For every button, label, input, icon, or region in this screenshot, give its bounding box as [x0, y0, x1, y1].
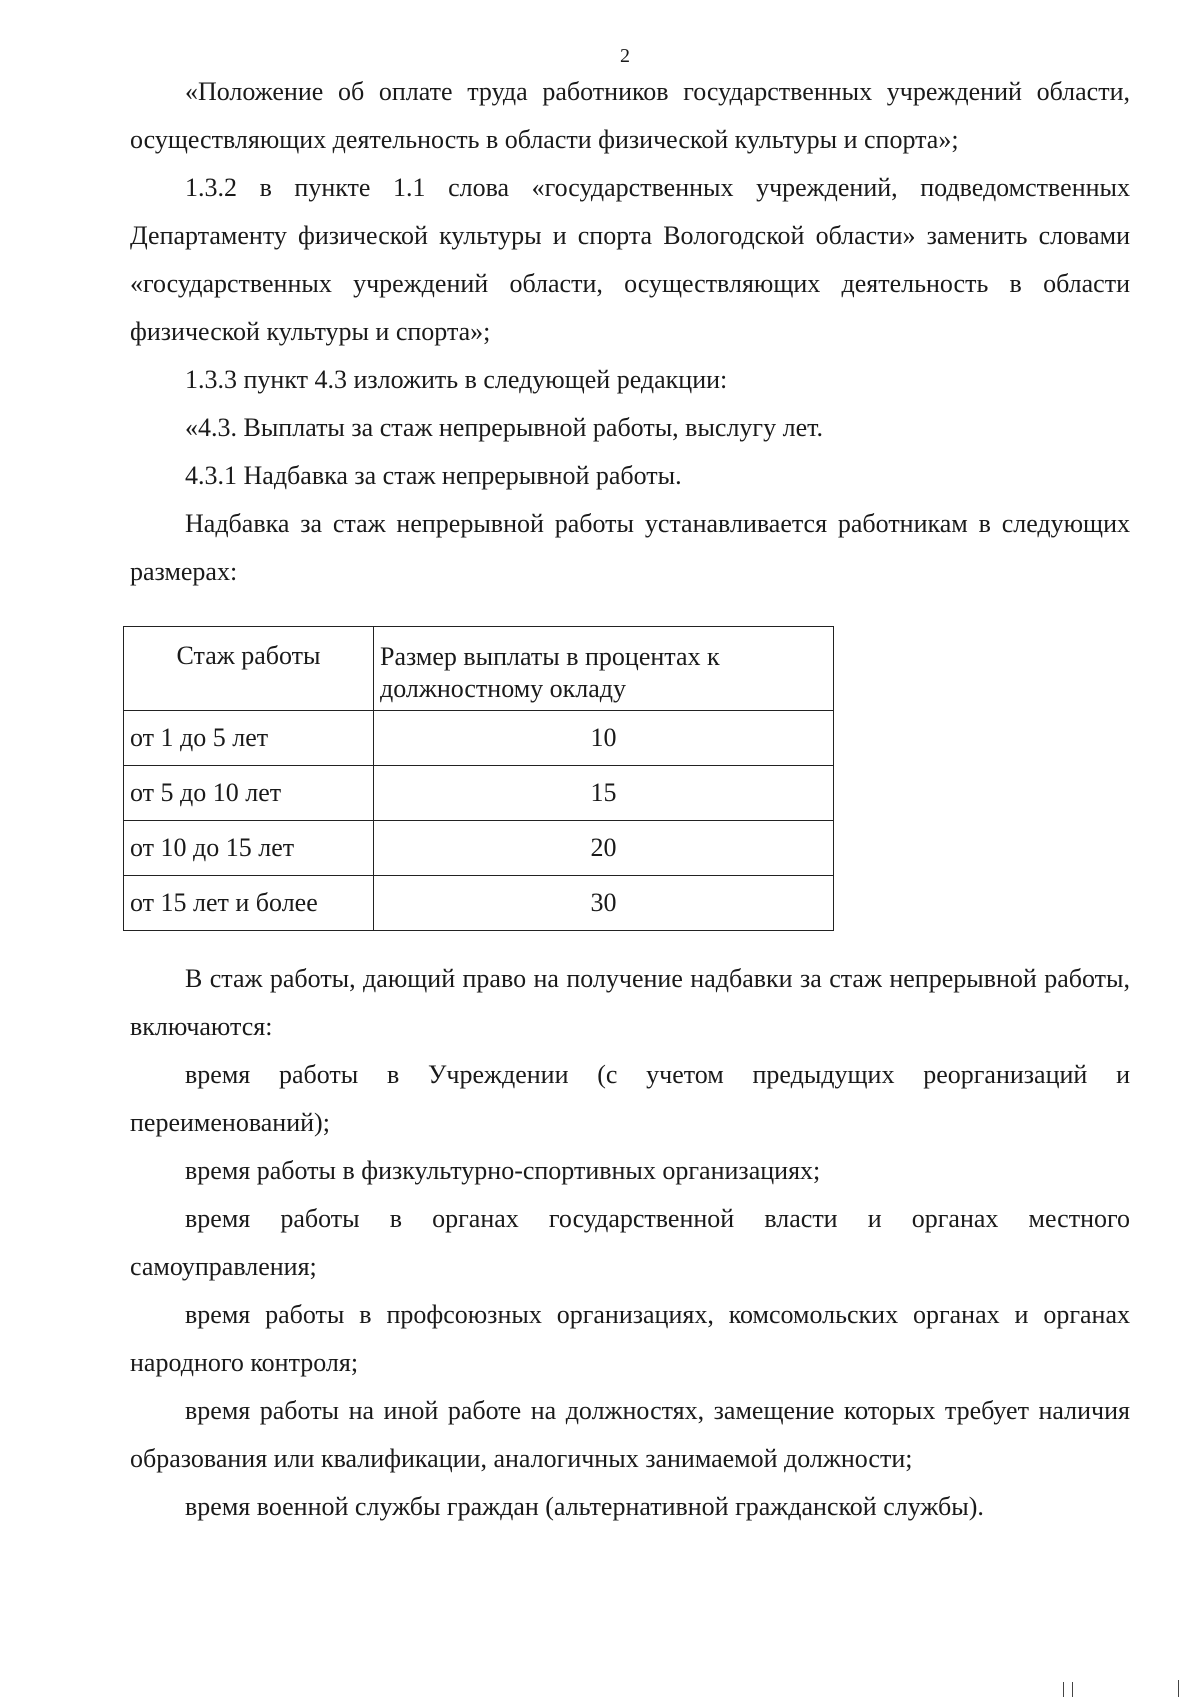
seniority-table — [123, 626, 834, 931]
scan-edge-mark — [1072, 1682, 1073, 1697]
table-cell-period: от 5 до 10 лет — [124, 766, 374, 821]
table-header-row — [124, 627, 834, 711]
paragraph: «4.3. Выплаты за стаж непрерывной работы, выслугу лет. — [185, 413, 824, 442]
paragraph: 4.3.1 Надбавка за стаж непрерывной работы. — [185, 461, 682, 490]
table-row — [124, 876, 834, 931]
table-cell-percent: 20 — [374, 821, 834, 876]
scan-edge-mark — [1063, 1682, 1064, 1697]
table-cell-percent: 10 — [374, 711, 834, 766]
paragraph: 1.3.3 пункт 4.3 изложить в следующей редакции: — [185, 365, 728, 394]
table-header-cell: Размер выплаты в процентах к должностному окладу — [374, 627, 834, 711]
paragraph: 1.3.2 в пункте 1.1 слова «государственных учреждений, подведомственных Департаменту физической культуры и спорта Вологодской области» заменить словами «государственных учреждений области, осуществляющих деятельность в области физической культуры и спорта»; — [130, 173, 1130, 346]
table-cell-period: от 15 лет и более — [124, 876, 374, 931]
paragraph: время работы в физкультурно-спортивных организациях; — [185, 1156, 821, 1185]
text-block-top — [130, 68, 1130, 596]
paragraph: Надбавка за стаж непрерывной работы устанавливается работникам в следующих размерах: — [130, 509, 1130, 586]
table-row — [124, 821, 834, 876]
table-row — [124, 711, 834, 766]
page-number: 2 — [620, 45, 630, 67]
table-cell-period: от 10 до 15 лет — [124, 821, 374, 876]
table-cell-period: от 1 до 5 лет — [124, 711, 374, 766]
table-cell-percent: 15 — [374, 766, 834, 821]
paragraph: время работы в Учреждении (с учетом предыдущих реорганизаций и переименований); — [130, 1060, 1130, 1137]
paragraph: время работы в профсоюзных организациях, комсомольских органах и органах народного контроля; — [130, 1300, 1130, 1377]
paragraph: время работы в органах государственной власти и органах местного самоуправления; — [130, 1204, 1130, 1281]
paragraph: В стаж работы, дающий право на получение надбавки за стаж непрерывной работы, включаются: — [130, 964, 1130, 1041]
scan-edge-mark — [1178, 1680, 1179, 1697]
table-row — [124, 766, 834, 821]
text-block-bottom — [130, 955, 1130, 1531]
paragraph: «Положение об оплате труда работников государственных учреждений области, осуществляющих деятельность в области физической культуры и спорта»; — [130, 77, 1130, 154]
paragraph: время работы на иной работе на должностях, замещение которых требует наличия образования или квалификации, аналогичных занимаемой должности; — [130, 1396, 1130, 1473]
table-header-cell: Стаж работы — [124, 627, 374, 711]
table-cell-percent: 30 — [374, 876, 834, 931]
paragraph: время военной службы граждан (альтернативной гражданской службы). — [185, 1492, 984, 1521]
